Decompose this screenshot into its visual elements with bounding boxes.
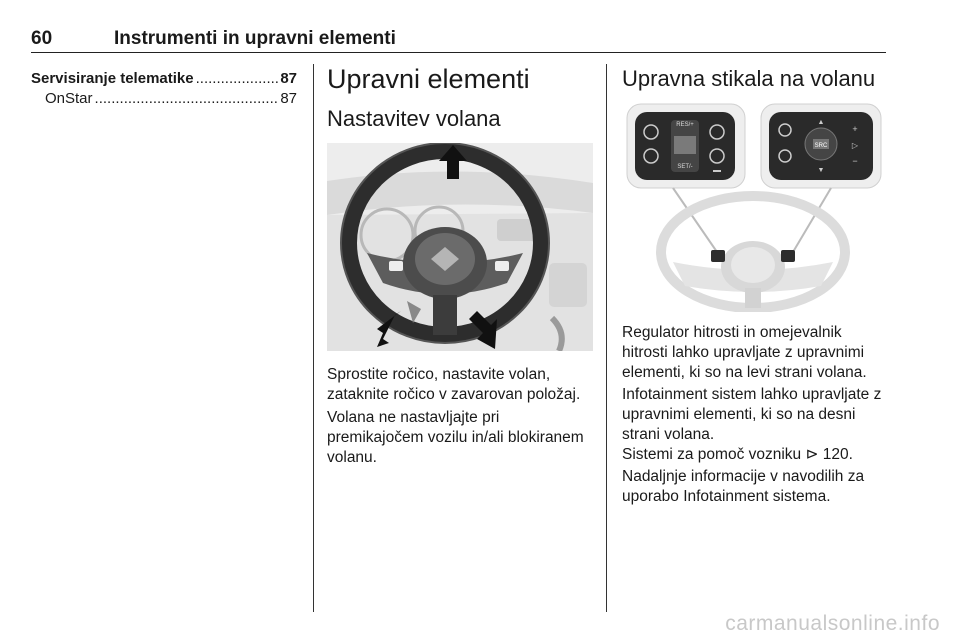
svg-text:▲: ▲ [817,119,825,126]
warning-paragraph: Volana ne nastavljajte pri premikajočem vozilu in/ali blokiranem volanu. [327,409,584,466]
chapter-title: Instrumenti in upravni elementi [114,28,396,49]
watermark: carmanualsonline.info [725,612,940,635]
controls-title: Upravna stikala na volanu [622,66,876,91]
column-divider-right [606,64,607,612]
svg-text:+: + [852,124,858,134]
svg-text:▷: ▷ [851,141,859,150]
steering-wheel-adjust-figure [327,143,593,351]
toc-leader [196,70,279,87]
further-info-paragraph: Nadaljnje informacije v navodilih za uporabo Infotainment sistema. [622,468,865,505]
column-divider-left [313,64,314,612]
section-title: Upravni elementi [327,64,530,94]
toc-entry-onstar[interactable] [45,90,297,107]
steering-controls-figure [621,102,885,312]
driver-assist-paragraph: Sistemi za pomoč vozniku ⊳ 120. [622,446,853,463]
set-label: SET/- [677,164,693,170]
toc-label: Servisiranje telematike [31,70,194,87]
toc-leader [95,90,279,107]
toc-entry-telematics[interactable] [31,70,297,87]
res-label: RES/+ [676,122,694,128]
svg-text:▼: ▼ [817,167,825,174]
page-number: 60 [31,28,53,49]
toc-label: OnStar [45,90,93,107]
src-label: SRC [814,143,828,149]
infotainment-paragraph: Infotainment sistem lahko upravljate z upravnimi elementi, ki so na desni strani volana. [622,386,882,443]
header-rule [31,52,886,53]
subsection-title: Nastavitev volana [327,106,501,131]
svg-text:−: − [852,156,858,166]
cruise-control-paragraph: Regulator hitrosti in omejevalnik hitrosti lahko upravljate z upravnimi elementi, ki so na levi strani volana. [622,324,867,381]
adjust-paragraph: Sprostite ročico, nastavite volan, zataknite ročico v zavarovan položaj. [327,366,581,403]
toc-page: 87 [280,90,297,107]
toc-page: 87 [280,70,297,87]
